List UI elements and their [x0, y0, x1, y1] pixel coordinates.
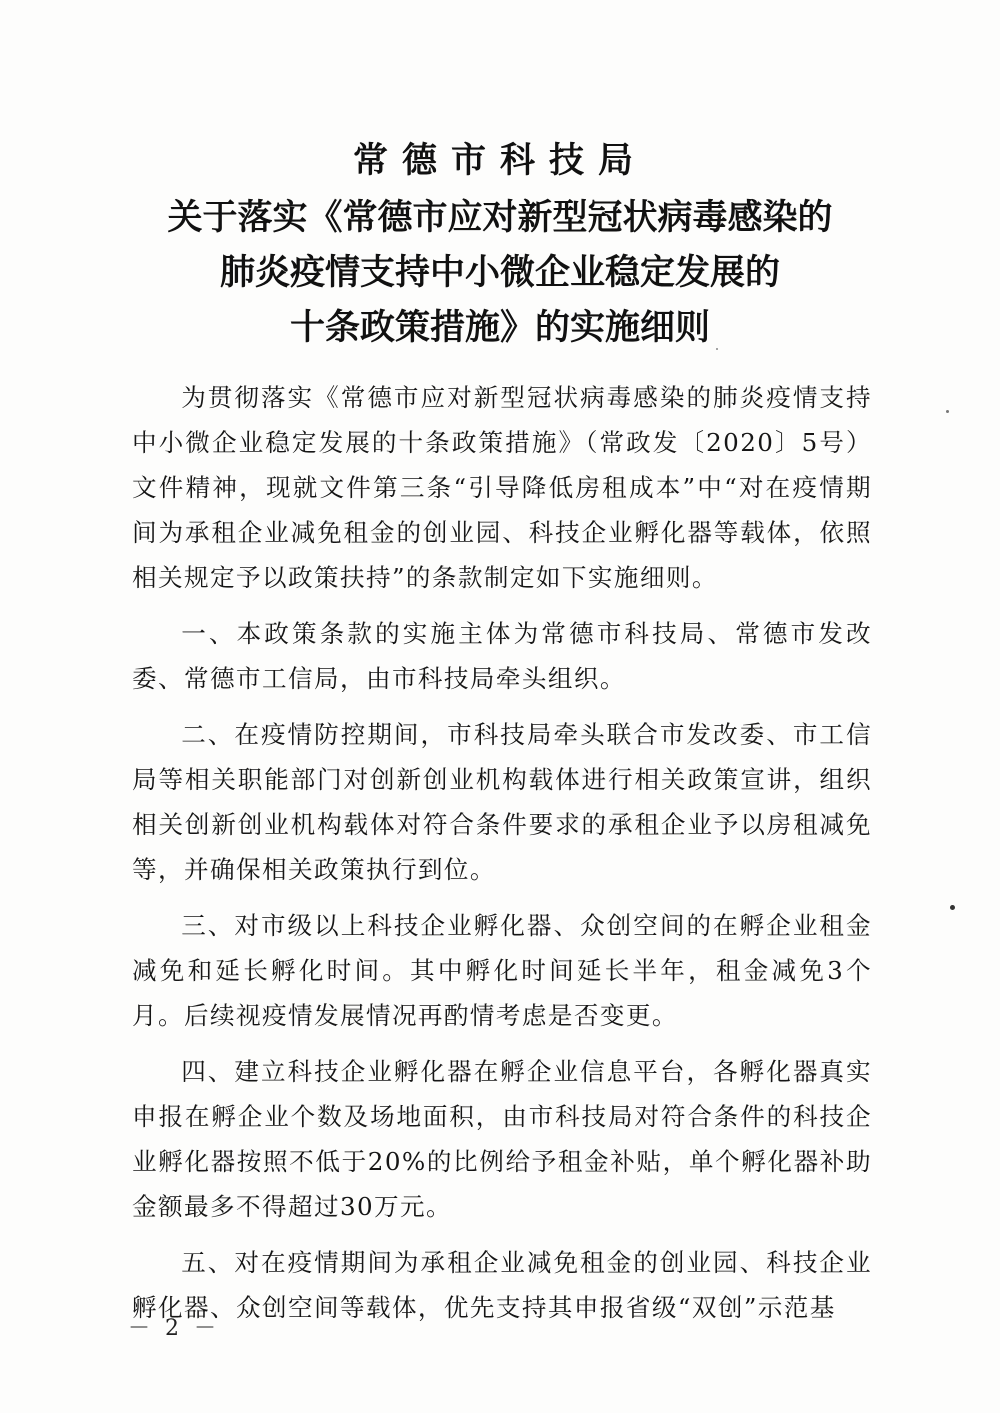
title-line-1: 关于落实《常德市应对新型冠状病毒感染的: [167, 197, 833, 238]
scan-speck: [950, 905, 955, 910]
paragraph-2: 二、在疫情防控期间，市科技局牵头联合市发改委、市工信局等相关职能部门对创新创业机构载体进行相关政策宣讲，组织相关创新创业机构载体对符合条件要求的承租企业予以房租减免等，并确保相关政策执行到位。: [132, 720, 872, 884]
paragraph-1: 一、本政策条款的实施主体为常德市科技局、常德市发改委、常德市工信局，由市科技局牵头组织。: [132, 619, 872, 693]
paragraph-3: 三、对市级以上科技企业孵化器、众创空间的在孵企业租金减免和延长孵化时间。其中孵化时间延长半年，租金减免3个月。后续视疫情发展情况再酌情考虑是否变更。: [132, 911, 872, 1030]
title-line-2: 肺炎疫情支持中小微企业稳定发展的: [219, 252, 780, 293]
scan-speck: [946, 410, 949, 413]
title-line-3: 十条政策措施》的实施细则: [289, 307, 710, 348]
document-title: [0, 136, 1000, 355]
document-body: [132, 375, 872, 1341]
paragraph-5: 五、对在疫情期间为承租企业减免租金的创业园、科技企业孵化器、众创空间等载体，优先支持其申报省级“双创”示范基: [132, 1248, 872, 1322]
paragraph-intro: 为贯彻落实《常德市应对新型冠状病毒感染的肺炎疫情支持中小微企业稳定发展的十条政策措施》（常政发〔2020〕5号）文件精神，现就文件第三条“引导降低房租成本”中“对在疫情期间为承租企业减免租金的创业园、科技企业孵化器等载体，依照相关规定予以政策扶持”的条款制定如下实施细则。: [132, 383, 872, 592]
title-issuer: 常德市科技局: [352, 140, 647, 181]
paragraph-4: 四、建立科技企业孵化器在孵企业信息平台，各孵化器真实申报在孵企业个数及场地面积，由市科技局对符合条件的科技企业孵化器按照不低于20%的比例给予租金补贴，单个孵化器补助金额最多不得超过30万元。: [132, 1057, 872, 1221]
page-number: － 2 －: [128, 1316, 220, 1341]
scan-speck: [716, 348, 718, 350]
